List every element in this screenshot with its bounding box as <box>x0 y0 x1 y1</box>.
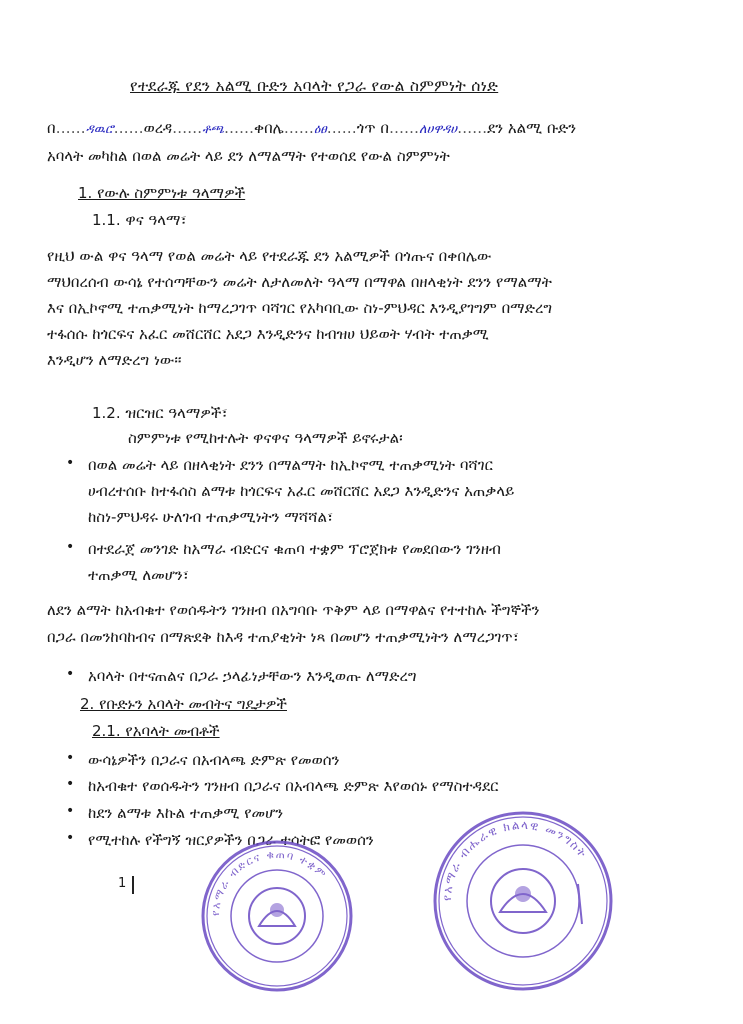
section-1-2-heading: 1.2. ዝርዝር ዓላማዎች፣ <box>92 404 228 422</box>
bullet-2-line: በተደራጀ መንገድ ከአማራ ብድርና ቁጠባ ተቋም ፕሮጀክቱ የመደበውን ገንዘብ <box>88 540 501 558</box>
section-2-heading: 2. የቡድኑን አባላት መብትና ግዴታዎች <box>80 695 287 713</box>
intro-tail: ደን አልሚ ቡድን <box>487 119 577 137</box>
dotted-blank: …… <box>172 119 203 137</box>
dotted-blank: …… <box>113 119 144 137</box>
bullet-1-line: በወል መሬት ላይ በዘላቂነት ደንን በማልማት ከኢኮኖሚ ተጠቃሚነት ባሻገር <box>88 456 493 474</box>
intro-prefix: በ <box>47 119 56 137</box>
para-1-line: እና በኢኮኖሚ ተጠቃሚነት ከማረጋገጥ ባሻገር የአካባቢው ስነ-ምህዳር እንዲያገግም በማድረግ <box>47 299 553 317</box>
kebele-label: ቀበሌ <box>254 119 284 137</box>
bullet-dot: • <box>66 830 75 846</box>
document-title: የተደራጁ የደን አልሚ ቡድን አባላት የጋራ የውል ስምምነት ሰነድ <box>130 77 499 95</box>
section-1-heading: 1. የውሉ ስምምነቱ ዓላማዎች <box>78 184 246 202</box>
para-2-line: ለደን ልማት ከአብቁተ የወሰዱትን ገንዘብ በአግባቡ ጥቅም ላይ በማዋልና የተተከሉ ችግኞችን <box>47 601 540 619</box>
bullet-dot: • <box>66 750 75 766</box>
intro-line-2: አባላት መካከል በወል መሬት ላይ ደን ለማልማት የተወሰደ የውል ስምምነት <box>47 147 450 165</box>
bullet-2-line: ተጠቃሚ ለመሆን፣ <box>88 566 189 584</box>
stamp-left <box>197 836 357 996</box>
section-2-1-heading: 2.1. የአባላት መብቶች <box>92 722 220 740</box>
handwritten-fill-zone: ዳዉሮ <box>85 122 114 137</box>
rights-bullet: ውሳኔዎችን በጋራና በአብላጫ ድምጽ የመወሰን <box>88 751 340 769</box>
intro-line-1 <box>47 118 576 140</box>
dotted-blank: …… <box>283 119 314 137</box>
got-label: ጎጥ በ <box>356 119 389 137</box>
para-1-line: የዚህ ውል ዋና ዓላማ የወል መሬት ላይ የተደራጁ ደን አልሚዎች በጎጡና በቀበሌው <box>47 247 492 265</box>
bullet-3: አባላት በተናጠልና በጋራ ኃላፊነታቸውን እንዲወጡ ለማድረግ <box>88 667 417 685</box>
bullet-1-line: ሀብረተሰቡ ከተፋሰስ ልማቱ ከጎርፍና አፈር መሸርሸር አደጋ እንዲድንና አጠቃላይ <box>88 482 515 500</box>
bullet-dot: • <box>66 776 75 792</box>
dotted-blank: …… <box>389 119 419 137</box>
handwritten-fill-got: ለሀዋዳሀ <box>419 122 458 137</box>
para-1-line: እንዲሆን ለማድረግ ነው፡፡ <box>47 351 182 369</box>
dotted-blank: …… <box>326 119 357 137</box>
para-1-line: ተፋሰሱ ከጎርፍና አፈር መሸርሸር አደጋ እንዲድንና ከብዝሀ ህይወት ሃብት ተጠቃሚ <box>47 325 489 343</box>
dotted-blank: …… <box>224 119 255 137</box>
rights-bullet: ከአብቁተ የወሰዱትን ገንዘብ በጋራና በአብላጫ ድምጽ እየወሰኑ የማስተዳደር <box>88 777 499 795</box>
stamp-right-text: የአማራ ብሔራዊ ክልላዊ መንግስት <box>439 817 591 902</box>
para-2-line: በጋራ በመንከባከብና በማጽደቅ ከእዳ ተጠያቂነት ነጻ በመሆን ተጠቃሚነትን ለማረጋገጥ፣ <box>47 628 519 646</box>
rights-bullet: ከደን ልማቱ እኩል ተጠቃሚ የመሆን <box>88 804 284 822</box>
para-1-line: ማህበረሰብ ውሳኔ የተሰጣቸውን መሬት ለታለመለት ዓላማ በማዋል በዘላቂነት ደንን የማልማት <box>47 273 552 291</box>
bullet-dot: • <box>66 803 75 819</box>
dotted-blank: …… <box>457 119 488 137</box>
bullet-1-line: ከስነ-ምህዳሩ ሁለገብ ተጠቃሚነትን ማሻሻል፣ <box>88 508 334 526</box>
stamp-left-text: የአማራ ብድርና ቁጠባ ተቋም <box>208 847 330 917</box>
bullet-dot: • <box>66 539 75 555</box>
svg-text:የአማራ ብድርና ቁጠባ ተቋም <box>209 848 330 916</box>
handwritten-fill-kebele: ዕፀ <box>313 122 327 137</box>
handwritten-fill-woreda: ቶጫ <box>202 122 225 137</box>
page-number: 1 <box>118 876 127 891</box>
rights-bullet: የሚተከሉ የችግኝ ዝርያዎችን በጋራ ተሳትፎ የመወሰን <box>88 831 374 849</box>
bullet-dot: • <box>66 666 75 682</box>
bullet-dot: • <box>66 455 75 471</box>
dotted-blank: …… <box>55 119 86 137</box>
section-1-2-intro: ስምምነቱ የሚከተሉት ዋናዋና ዓላማዎች ይኖሩታል፡ <box>128 429 403 447</box>
stamp-right <box>428 806 618 996</box>
woreda-label: ወረዳ <box>143 119 173 137</box>
margin-mark <box>132 876 134 894</box>
section-1-1-heading: 1.1. ዋና ዓላማ፣ <box>92 211 187 229</box>
